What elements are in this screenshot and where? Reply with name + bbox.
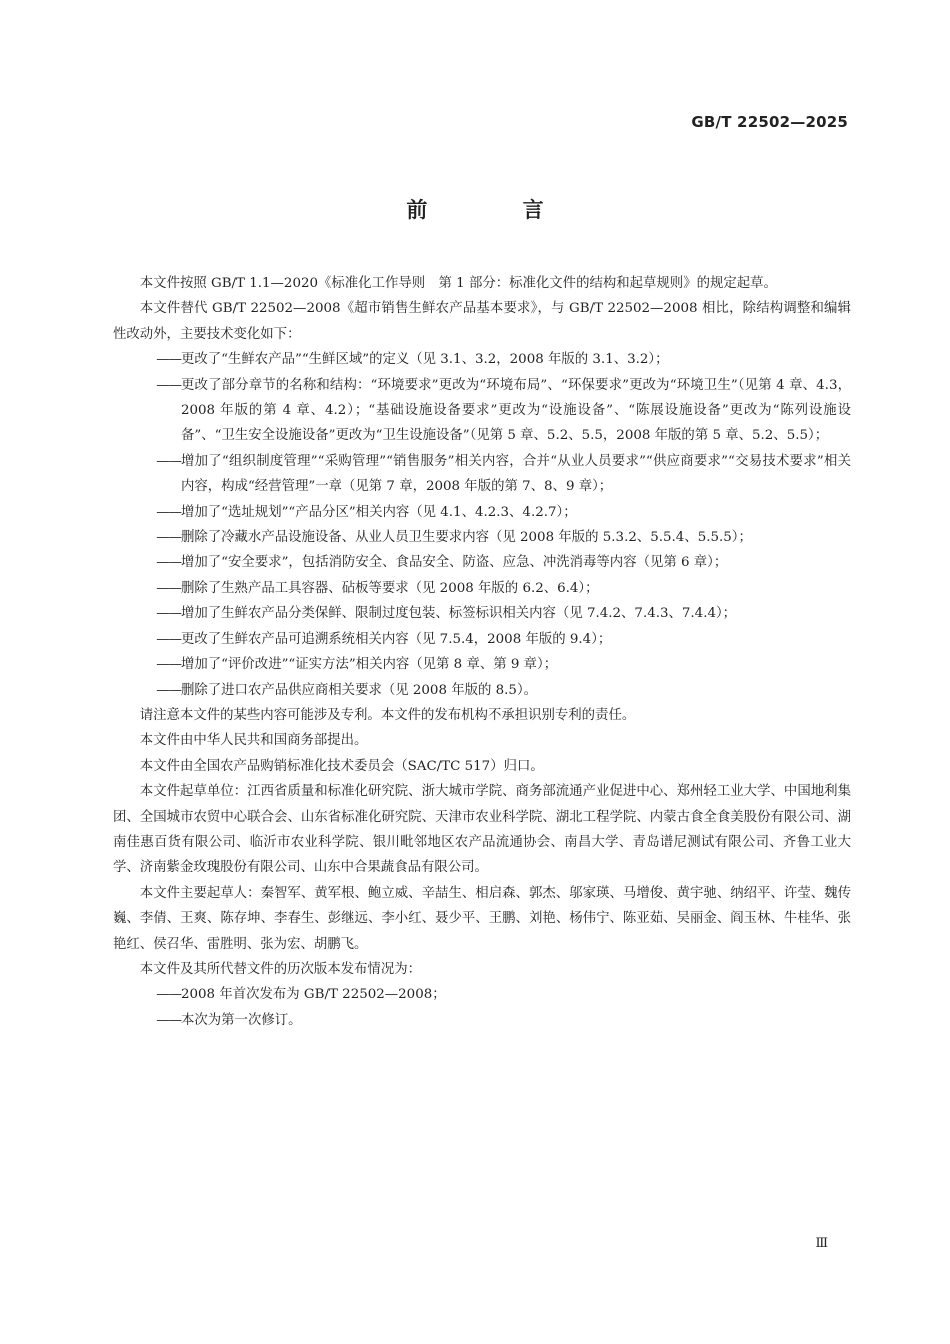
- list-item-text: 删除了冷藏水产品设施设备、从业人员卫生要求内容（见 2008 年版的 5.3.2、5.5.4、5.5.5）；: [181, 530, 752, 546]
- list-item: [113, 525, 851, 550]
- paragraph-committee: 本文件由全国农产品购销标准化技术委员会（SAC/TC 517）归口。: [139, 758, 544, 774]
- page-title: 前 言: [406, 198, 588, 222]
- list-item: [113, 601, 851, 626]
- paragraph-patent-notice: 请注意本文件的某些内容可能涉及专利。本文件的发布机构不承担识别专利的责任。: [139, 707, 636, 723]
- list-item-text: 删除了生熟产品工具容器、砧板等要求（见 2008 年版的 6.2、6.4）；: [181, 580, 599, 596]
- list-item: [113, 982, 851, 1007]
- paragraph-drafting-units: 本文件起草单位：江西省质量和标准化研究院、浙大城市学院、商务部流通产业促进中心、郑州轻工业大学、中国地利集团、全国城市农贸中心联合会、山东省标准化研究院、天津市农业科学院、湖北工程学院、内蒙古食全食美股份有限公司、湖南佳惠百货有限公司、临沂市农业科学院、银川毗邻地区农产品流通协会、南昌大学、青岛谱尼测试有限公司、齐鲁工业大学、济南紫金玫瑰股份有限公司、山东中合果蔬食品有限公司。: [113, 784, 851, 876]
- dash-marker: ——: [156, 352, 181, 368]
- list-item: [113, 627, 851, 652]
- standard-number: GB/T 22502—2025: [691, 113, 848, 131]
- changes-list: [113, 347, 851, 703]
- list-item-text: 2008 年首次发布为 GB/T 22502—2008；: [181, 987, 446, 1003]
- dash-marker: ——: [156, 580, 181, 596]
- list-item-text: 更改了生鲜农产品可追溯系统相关内容（见 7.5.4，2008 年版的 9.4）；: [181, 631, 612, 647]
- paragraph-history: 本文件及其所代替文件的历次版本发布情况为：: [139, 961, 421, 977]
- page-number: Ⅲ: [815, 1236, 828, 1251]
- list-item-text: 增加了生鲜农产品分类保鲜、限制过度包装、标签标识相关内容（见 7.4.2、7.4.3、7.4.4）；: [181, 606, 737, 622]
- list-item: [113, 1008, 851, 1033]
- list-item: [113, 500, 851, 525]
- preface-body: [113, 271, 851, 1033]
- list-item: [113, 347, 851, 372]
- paragraph-drafting-rules: 本文件按照 GB/T 1.1—2020《标准化工作导则 第 1 部分：标准化文件的结构和起草规则》的规定起草。: [139, 276, 777, 291]
- list-item: [113, 550, 851, 575]
- dash-marker: ——: [156, 530, 181, 546]
- dash-marker: ——: [156, 377, 181, 393]
- list-item-text: 本次为第一次修订。: [181, 1012, 302, 1028]
- list-item-text: 增加了“组织制度管理”“采购管理”“销售服务”相关内容，合并“从业人员要求”“供应商要求”“交易技术要求”相关内容，构成“经营管理”一章（见第 7 章，2008 年版的第 7、8、9 章）；: [181, 453, 851, 495]
- list-item: [113, 576, 851, 601]
- list-item: [113, 449, 851, 500]
- dash-marker: ——: [156, 453, 181, 469]
- paragraph-drafters: 本文件主要起草人：秦智军、黄军根、鲍立威、辛喆生、相启森、郭杰、邬家瑛、马增俊、黄宇驰、纳绍平、许莹、魏传巍、李倩、王爽、陈存坤、李春生、彭继远、李小红、聂少平、王鹏、刘艳、杨伟宁、陈亚茹、吴丽金、阎玉林、牛桂华、张艳红、侯召华、雷胜明、张为宏、胡鹏飞。: [113, 885, 851, 952]
- paragraph-proposer: 本文件由中华人民共和国商务部提出。: [139, 733, 368, 749]
- list-item-text: 增加了“安全要求”，包括消防安全、食品安全、防盗、应急、冲洗消毒等内容（见第 6 章）；: [181, 555, 728, 571]
- dash-marker: ——: [156, 657, 181, 673]
- list-item-text: 删除了进口农产品供应商相关要求（见 2008 年版的 8.5）。: [181, 682, 538, 698]
- dash-marker: ——: [156, 987, 181, 1003]
- dash-marker: ——: [156, 1012, 181, 1028]
- list-item: [113, 678, 851, 703]
- list-item: [113, 373, 851, 449]
- list-item-text: 增加了“评价改进”“证实方法”相关内容（见第 8 章、第 9 章）；: [181, 657, 558, 673]
- history-list: [113, 982, 851, 1033]
- dash-marker: ——: [156, 631, 181, 647]
- dash-marker: ——: [156, 504, 181, 520]
- dash-marker: ——: [156, 606, 181, 622]
- list-item-text: 更改了部分章节的名称和结构：“环境要求”更改为“环境布局”、“环保要求”更改为“环境卫生”（见第 4 章、4.3，2008 年版的第 4 章、4.2）；“基础设施设备要求”更改为“设施设备”、“陈展设施设备”更改为“陈列设施设备”、“卫生安全设施设备”更改为“卫生设施设备”（见第 5 章、5.2、5.5，2008 年版的第 5 章、5.2、5.5）；: [181, 377, 851, 444]
- paragraph-replacement: 本文件替代 GB/T 22502—2008《超市销售生鲜农产品基本要求》，与 GB/T 22502—2008 相比，除结构调整和编辑性改动外，主要技术变化如下：: [113, 301, 851, 342]
- dash-marker: ——: [156, 555, 181, 571]
- list-item-text: 更改了“生鲜农产品”“生鲜区域”的定义（见 3.1、3.2，2008 年版的 3.1、3.2）；: [181, 352, 669, 368]
- dash-marker: ——: [156, 682, 181, 698]
- list-item-text: 增加了“选址规划”“产品分区”相关内容（见 4.1、4.2.3、4.2.7）；: [181, 504, 577, 520]
- list-item: [113, 652, 851, 677]
